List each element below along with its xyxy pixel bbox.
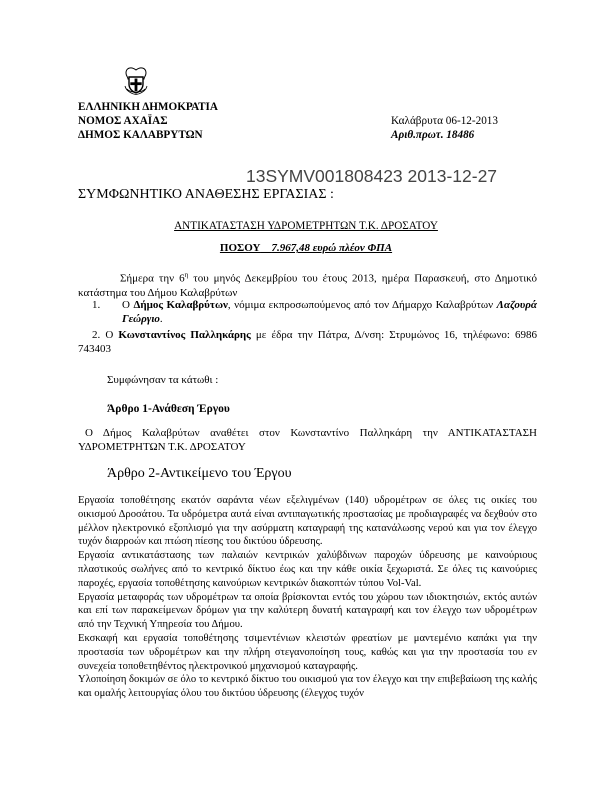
- intro-paragraph: Σήμερα την $6^\eta$ του μηνός Δεκεμβρίου του έτους 2013, ημέρα Παρασκευή, στο Δημοτικό κατάστημα του Δήμου Καλαβρύτων: [78, 271, 537, 299]
- article-2-title: Άρθρο 2-Αντικείμενο του Έργου: [107, 466, 292, 481]
- protocol-number: Αριθ.πρωτ. 18486: [391, 129, 475, 141]
- header-left: [78, 100, 218, 142]
- agreed-text: Συμφώνησαν τα κάτωθι :: [107, 374, 219, 386]
- party-2: 2. Ο Κωνσταντίνος Παλληκάρης με έδρα την Πάτρα, Δ/νση: Στρυμώνος 16, τηλέφωνο: 6986 743403: [78, 329, 538, 355]
- header-date: Καλάβρυτα 06-12-2013: [391, 115, 498, 127]
- article-2-paragraph: Εκσκαφή και εργασία τοποθέτησης τσιμεντένιων κλειστών φρεατίων με μαντεμένιο καπάκι για την προστασία των υδρομέτρων και την πλήρη στεγανοποίηση τους, καθώς και για την προστασία του εν συνεχεία τοποθετηθέντος ηλεκτρονικού μηχανισμού καταγραφής.: [78, 632, 537, 672]
- article-2-paragraph: Εργασία αντικατάστασης των παλαιών κεντρικών χαλύβδινων παροχών ύδρευσης με καινούριους πλαστικούς σωλήνες από το κεντρικό δίκτυο έως και την κάθε οικία ξεχωριστά. Σε όλες τις καινούριες παροχές, εργασία τοποθέτησης καινούριων κεντρικών διακοπτών τύπου Vol-Val.: [78, 550, 537, 589]
- header-country: ΕΛΛΗΝΙΚΗ ΔΗΜΟΚΡΑΤΙΑ: [78, 101, 218, 113]
- ada-code: 13SYMV001808423 2013-12-27: [246, 166, 498, 186]
- article-2-paragraph: Εργασία μεταφοράς των υδρομέτρων τα οποία βρίσκονται εντός του χώρου των ιδιοκτησιών, εκτός αυτών και επί των παρακείμενων δρόμων για την καλύτερη δυνατή καταγραφή και τον έλεγχο των υδρομέτρων από την Τεχνική Υπηρεσία του Δήμου.: [78, 591, 537, 631]
- article-1-text: Ο Δήμος Καλαβρύτων αναθέτει στον Κωνσταντίνο Παλληκάρη την ΑΝΤΙΚΑΤΑΣΤΑΣΗ ΥΔΡΟΜΕΤΡΗΤΩΝ Τ.Κ. ΔΡΟΣΑΤΟΥ: [78, 427, 537, 453]
- article-2-paragraph: Υλοποίηση δοκιμών σε όλο το κεντρικό δίκτυο του οικισμού για τον έλεγχο και την επιβεβαίωση της καλής και ομαλής λειτουργίας όλου του δικτύου ύδρευσης (έλεγχος τυχόν: [78, 674, 537, 700]
- article-2-body: [78, 494, 537, 701]
- greek-emblem-icon: [122, 65, 150, 95]
- header-prefecture: ΝΟΜΟΣ ΑΧΑΪΑΣ: [78, 115, 168, 127]
- contract-subject: ΑΝΤΙΚΑΤΑΣΤΑΣΗ ΥΔΡΟΜΕΤΡΗΤΩΝ Τ.Κ. ΔΡΟΣΑΤΟΥ: [174, 220, 438, 232]
- article-1-title: Άρθρο 1-Ανάθεση Έργου: [107, 403, 230, 415]
- header-municipality: ΔΗΜΟΣ ΚΑΛΑΒΡΥΤΩΝ: [78, 129, 203, 141]
- contract-amount: [0, 242, 612, 254]
- amount-value: 7.967,48 ευρώ πλέον ΦΠΑ: [271, 242, 393, 254]
- amount-label: ΠΟΣΟΥ: [219, 242, 261, 254]
- document-title: ΣΥΜΦΩΝΗΤΙΚΟ ΑΝΑΘΕΣΗΣ ΕΡΓΑΣΙΑΣ :: [78, 187, 334, 202]
- party-1: 1. Ο Δήμος Καλαβρύτων, νόμιμα εκπροσωπούμενος από τον Δήμαρχο Καλαβρύτων Λαζουρά Γεώργιο.: [92, 299, 538, 325]
- article-2-paragraph: Εργασία τοποθέτησης εκατόν σαράντα νέων εξελιγμένων (140) υδρομέτρων σε όλες τις οικίες του οικισμού Δροσάτου. Τα υδρόμετρα αυτά είναι αντιπαγωτικής προστασίας με προδιαγραφές να δεχθούν στο μέλλον ηλεκτρονικό εξοπλισμό για την ασύρματη καταγραφή της κατανάλωσης νερού και για τον έλεγχο τυχόν διαρροών και πτώση πίεσης του δικτύου ύδρευσης.: [78, 495, 537, 548]
